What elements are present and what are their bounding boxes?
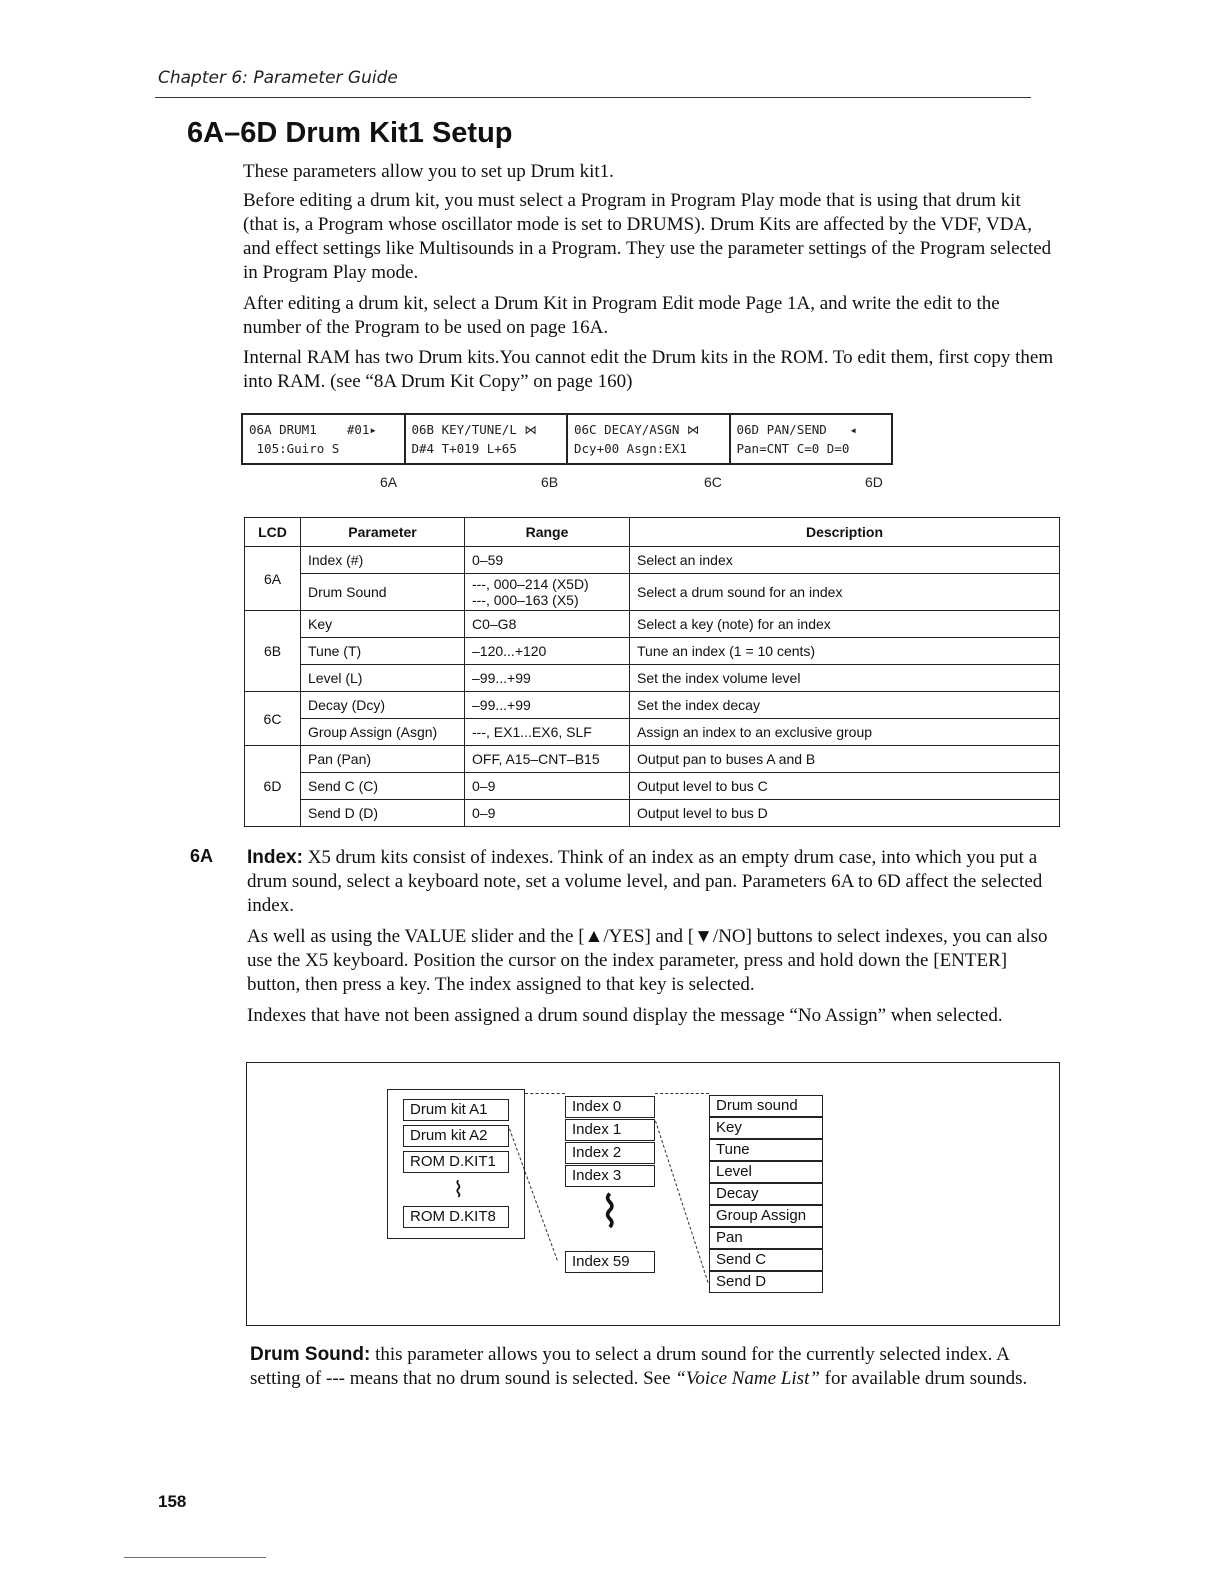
table-row (245, 800, 1060, 827)
lcd-display-strip (241, 413, 893, 465)
page-number: 158 (158, 1492, 187, 1511)
table-row (245, 547, 1060, 574)
description-cell: Output level to bus D (630, 800, 1060, 827)
lcd-line-2: D#4 T+019 L+65 (411, 441, 517, 456)
range-line: ---, 000–214 (X5D) (472, 576, 589, 592)
table-header-row (245, 518, 1060, 547)
param-box: Decay (709, 1183, 823, 1205)
range-cell: –99...+99 (465, 665, 630, 692)
range-cell: OFF, A15–CNT–B15 (465, 746, 630, 773)
param-box: Key (709, 1117, 823, 1139)
range-cell (465, 574, 630, 611)
lcd-screen-6b (406, 415, 569, 463)
parameter-table (244, 517, 1060, 827)
drum-sound-runin: Drum Sound: (250, 1344, 371, 1365)
table-row (245, 611, 1060, 638)
range-cell: C0–G8 (465, 611, 630, 638)
param-cell: Group Assign (Asgn) (301, 719, 465, 746)
description-cell: Select a drum sound for an index (630, 574, 1060, 611)
voice-list-ref: “Voice Name List” (675, 1368, 820, 1389)
param-cell: Decay (Dcy) (301, 692, 465, 719)
param-box: Group Assign (709, 1205, 823, 1227)
index-paragraph-1 (247, 846, 1059, 918)
description-cell: Output pan to buses A and B (630, 746, 1060, 773)
lcd-cell: 6B (245, 611, 301, 692)
intro-paragraph-1: These parameters allow you to set up Drum kit1. (243, 161, 614, 182)
range-cell: 0–59 (465, 547, 630, 574)
lcd-label-6c: 6C (704, 474, 722, 490)
index-paragraph-3: Indexes that have not been assigned a drum sound display the message “No Assign” when selected. (247, 1005, 1003, 1026)
param-box: Drum sound (709, 1095, 823, 1117)
lcd-line-2: 105:Guiro S (249, 441, 340, 456)
lcd-cell: 6C (245, 692, 301, 746)
range-cell: 0–9 (465, 773, 630, 800)
index-box: Index 2 (565, 1142, 655, 1164)
intro-paragraph-4: Internal RAM has two Drum kits.You cannot edit the Drum kits in the ROM. To edit them, first copy them into RAM. (see “8A Drum Kit Copy” on page 160) (243, 347, 1054, 392)
intro-paragraph-3: After editing a drum kit, select a Drum Kit in Program Edit mode Page 1A, and write the edit to the number of the Program to be used on page 16A. (243, 293, 1000, 338)
lcd-line-2: Dcy+00 Asgn:EX1 (574, 441, 687, 456)
param-cell: Key (301, 611, 465, 638)
lcd-screen-6c (568, 415, 731, 463)
header-description: Description (630, 518, 1060, 547)
lcd-cell: 6D (245, 746, 301, 827)
index-box: Index 3 (565, 1165, 655, 1187)
header-parameter: Parameter (301, 518, 465, 547)
index-text: X5 drum kits consist of indexes. Think of an index as an empty drum case, into which you put a drum sound, select a keyboard note, set a volume level, and pan. Parameters 6A to 6D affect the selected index. (247, 847, 1043, 916)
lcd-screen-6a (243, 415, 406, 463)
lcd-line-2: Pan=CNT C=0 D=0 (736, 441, 850, 456)
table-row (245, 638, 1060, 665)
ellipsis-mark: ⌇ (453, 1177, 464, 1202)
param-cell: Level (L) (301, 665, 465, 692)
index-box: Index 0 (565, 1096, 655, 1118)
index-box: Index 59 (565, 1251, 655, 1273)
table-row (245, 692, 1060, 719)
range-cell: ---, EX1...EX6, SLF (465, 719, 630, 746)
table-row (245, 719, 1060, 746)
param-box: Level (709, 1161, 823, 1183)
param-box: Send D (709, 1271, 823, 1293)
table-row (245, 574, 1060, 611)
lcd-label-6b: 6B (541, 474, 559, 490)
lcd-cell: 6A (245, 547, 301, 611)
intro-paragraph-2: Before editing a drum kit, you must select a Program in Program Play mode that is using that drum kit (that is, a Program whose oscillator mode is set to DRUMS). Drum Kits are affected by the VDF, VDA, and effect settings like Multisounds in a Program. They use the parameter settings of the Program selected in Program Play mode. (243, 190, 1052, 283)
range-cell: 0–9 (465, 800, 630, 827)
description-cell: Select a key (note) for an index (630, 611, 1060, 638)
drum-sound-text: this parameter allows you to select a drum sound for the currently selected index. A setting of --- means that no drum sound is selected. See (250, 1344, 1009, 1389)
param-cell: Pan (Pan) (301, 746, 465, 773)
range-line: ---, 000–163 (X5) (472, 592, 579, 608)
param-cell: Send D (D) (301, 800, 465, 827)
description-cell: Select an index (630, 547, 1060, 574)
lcd-label-6a: 6A (380, 474, 398, 490)
param-box: Tune (709, 1139, 823, 1161)
range-cell: –120...+120 (465, 638, 630, 665)
table-row (245, 773, 1060, 800)
param-cell: Drum Sound (301, 574, 465, 611)
param-cell: Tune (T) (301, 638, 465, 665)
kit-box: ROM D.KIT8 (403, 1206, 509, 1228)
drum-sound-paragraph (250, 1343, 1060, 1391)
drum-sound-text-end: for available drum sounds. (819, 1368, 1028, 1389)
chapter-header: Chapter 6: Parameter Guide (158, 68, 398, 88)
lcd-label-6d: 6D (865, 474, 883, 490)
param-cell: Index (#) (301, 547, 465, 574)
index-box: Index 1 (565, 1119, 655, 1141)
header-range: Range (465, 518, 630, 547)
table-row (245, 746, 1060, 773)
range-cell: –99...+99 (465, 692, 630, 719)
kit-box: ROM D.KIT1 (403, 1151, 509, 1173)
kit-box: Drum kit A2 (403, 1125, 509, 1147)
description-cell: Set the index decay (630, 692, 1060, 719)
description-cell: Output level to bus C (630, 773, 1060, 800)
lcd-line-1: 06D PAN/SEND ◂ (736, 422, 857, 437)
connector-line (655, 1093, 709, 1094)
ellipsis-mark: ⌇ (599, 1188, 621, 1237)
lcd-line-1: 06B KEY/TUNE/L ⋈ (411, 422, 537, 437)
kit-box: Drum kit A1 (403, 1099, 509, 1121)
param-box: Pan (709, 1227, 823, 1249)
connector-line (525, 1093, 565, 1094)
footer-rule (124, 1557, 266, 1558)
lcd-screen-6d (731, 415, 892, 463)
index-diagram (246, 1062, 1060, 1326)
param-cell: Send C (C) (301, 773, 465, 800)
connector-line (655, 1121, 708, 1283)
index-runin: Index: (247, 847, 303, 868)
description-cell: Tune an index (1 = 10 cents) (630, 638, 1060, 665)
header-lcd: LCD (245, 518, 301, 547)
section-tag-6a: 6A (190, 846, 214, 866)
page-title: 6A–6D Drum Kit1 Setup (187, 117, 513, 149)
index-paragraph-2: As well as using the VALUE slider and the [▲/YES] and [▼/NO] buttons to select indexes, you can also use the X5 keyboard. Position the cursor on the index parameter, press and hold down the [ENTER] button, then press a key. The index assigned to that key is selected. (247, 926, 1048, 995)
description-cell: Set the index volume level (630, 665, 1060, 692)
lcd-line-1: 06A DRUM1 #01▸ (249, 422, 377, 437)
lcd-line-1: 06C DECAY/ASGN ⋈ (574, 422, 700, 437)
param-box: Send C (709, 1249, 823, 1271)
description-cell: Assign an index to an exclusive group (630, 719, 1060, 746)
table-row (245, 665, 1060, 692)
header-rule (155, 97, 1031, 98)
